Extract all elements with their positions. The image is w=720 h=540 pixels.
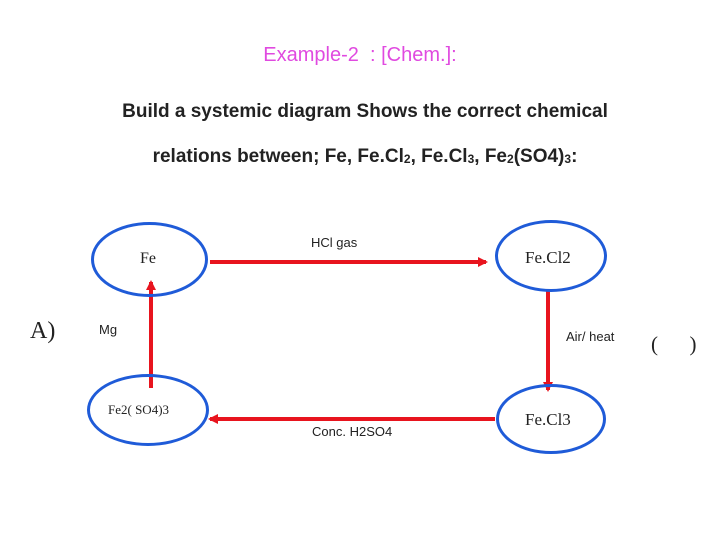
edge-label-hcl-gas: HCl gas bbox=[311, 235, 358, 250]
intro-sub-c: 2 bbox=[507, 152, 514, 166]
page-title: Example-2 : [Chem.]: bbox=[263, 44, 457, 66]
answer-bracket: ( ) bbox=[651, 332, 697, 356]
intro-text-d: (SO4) bbox=[513, 146, 565, 167]
node-fe2so4-label: Fe2( SO4)3 bbox=[108, 402, 170, 417]
intro-text-e: : bbox=[571, 146, 578, 167]
node-fecl2-label: Fe.Cl2 bbox=[525, 248, 571, 267]
intro-text-c: , Fe bbox=[474, 146, 507, 167]
intro-text-b: , Fe.Cl bbox=[410, 146, 468, 167]
node-fecl3-label: Fe.Cl3 bbox=[525, 410, 571, 429]
instruction-line-1: Build a systemic diagram Shows the correct chemical bbox=[122, 101, 608, 122]
edge-label-mg: Mg bbox=[99, 322, 118, 337]
question-label: A) bbox=[30, 318, 56, 344]
node-fe-label: Fe bbox=[140, 250, 156, 267]
edge-label-conc-h2so4: Conc. H2SO4 bbox=[312, 424, 393, 439]
edge-label-air-heat: Air/ heat bbox=[566, 329, 615, 344]
intro-text-a: relations between; Fe, Fe.Cl bbox=[152, 146, 404, 167]
intro-sub-b: 3 bbox=[467, 152, 475, 166]
intro-sub-d: 3 bbox=[564, 152, 572, 166]
intro-sub-a: 2 bbox=[403, 152, 411, 166]
